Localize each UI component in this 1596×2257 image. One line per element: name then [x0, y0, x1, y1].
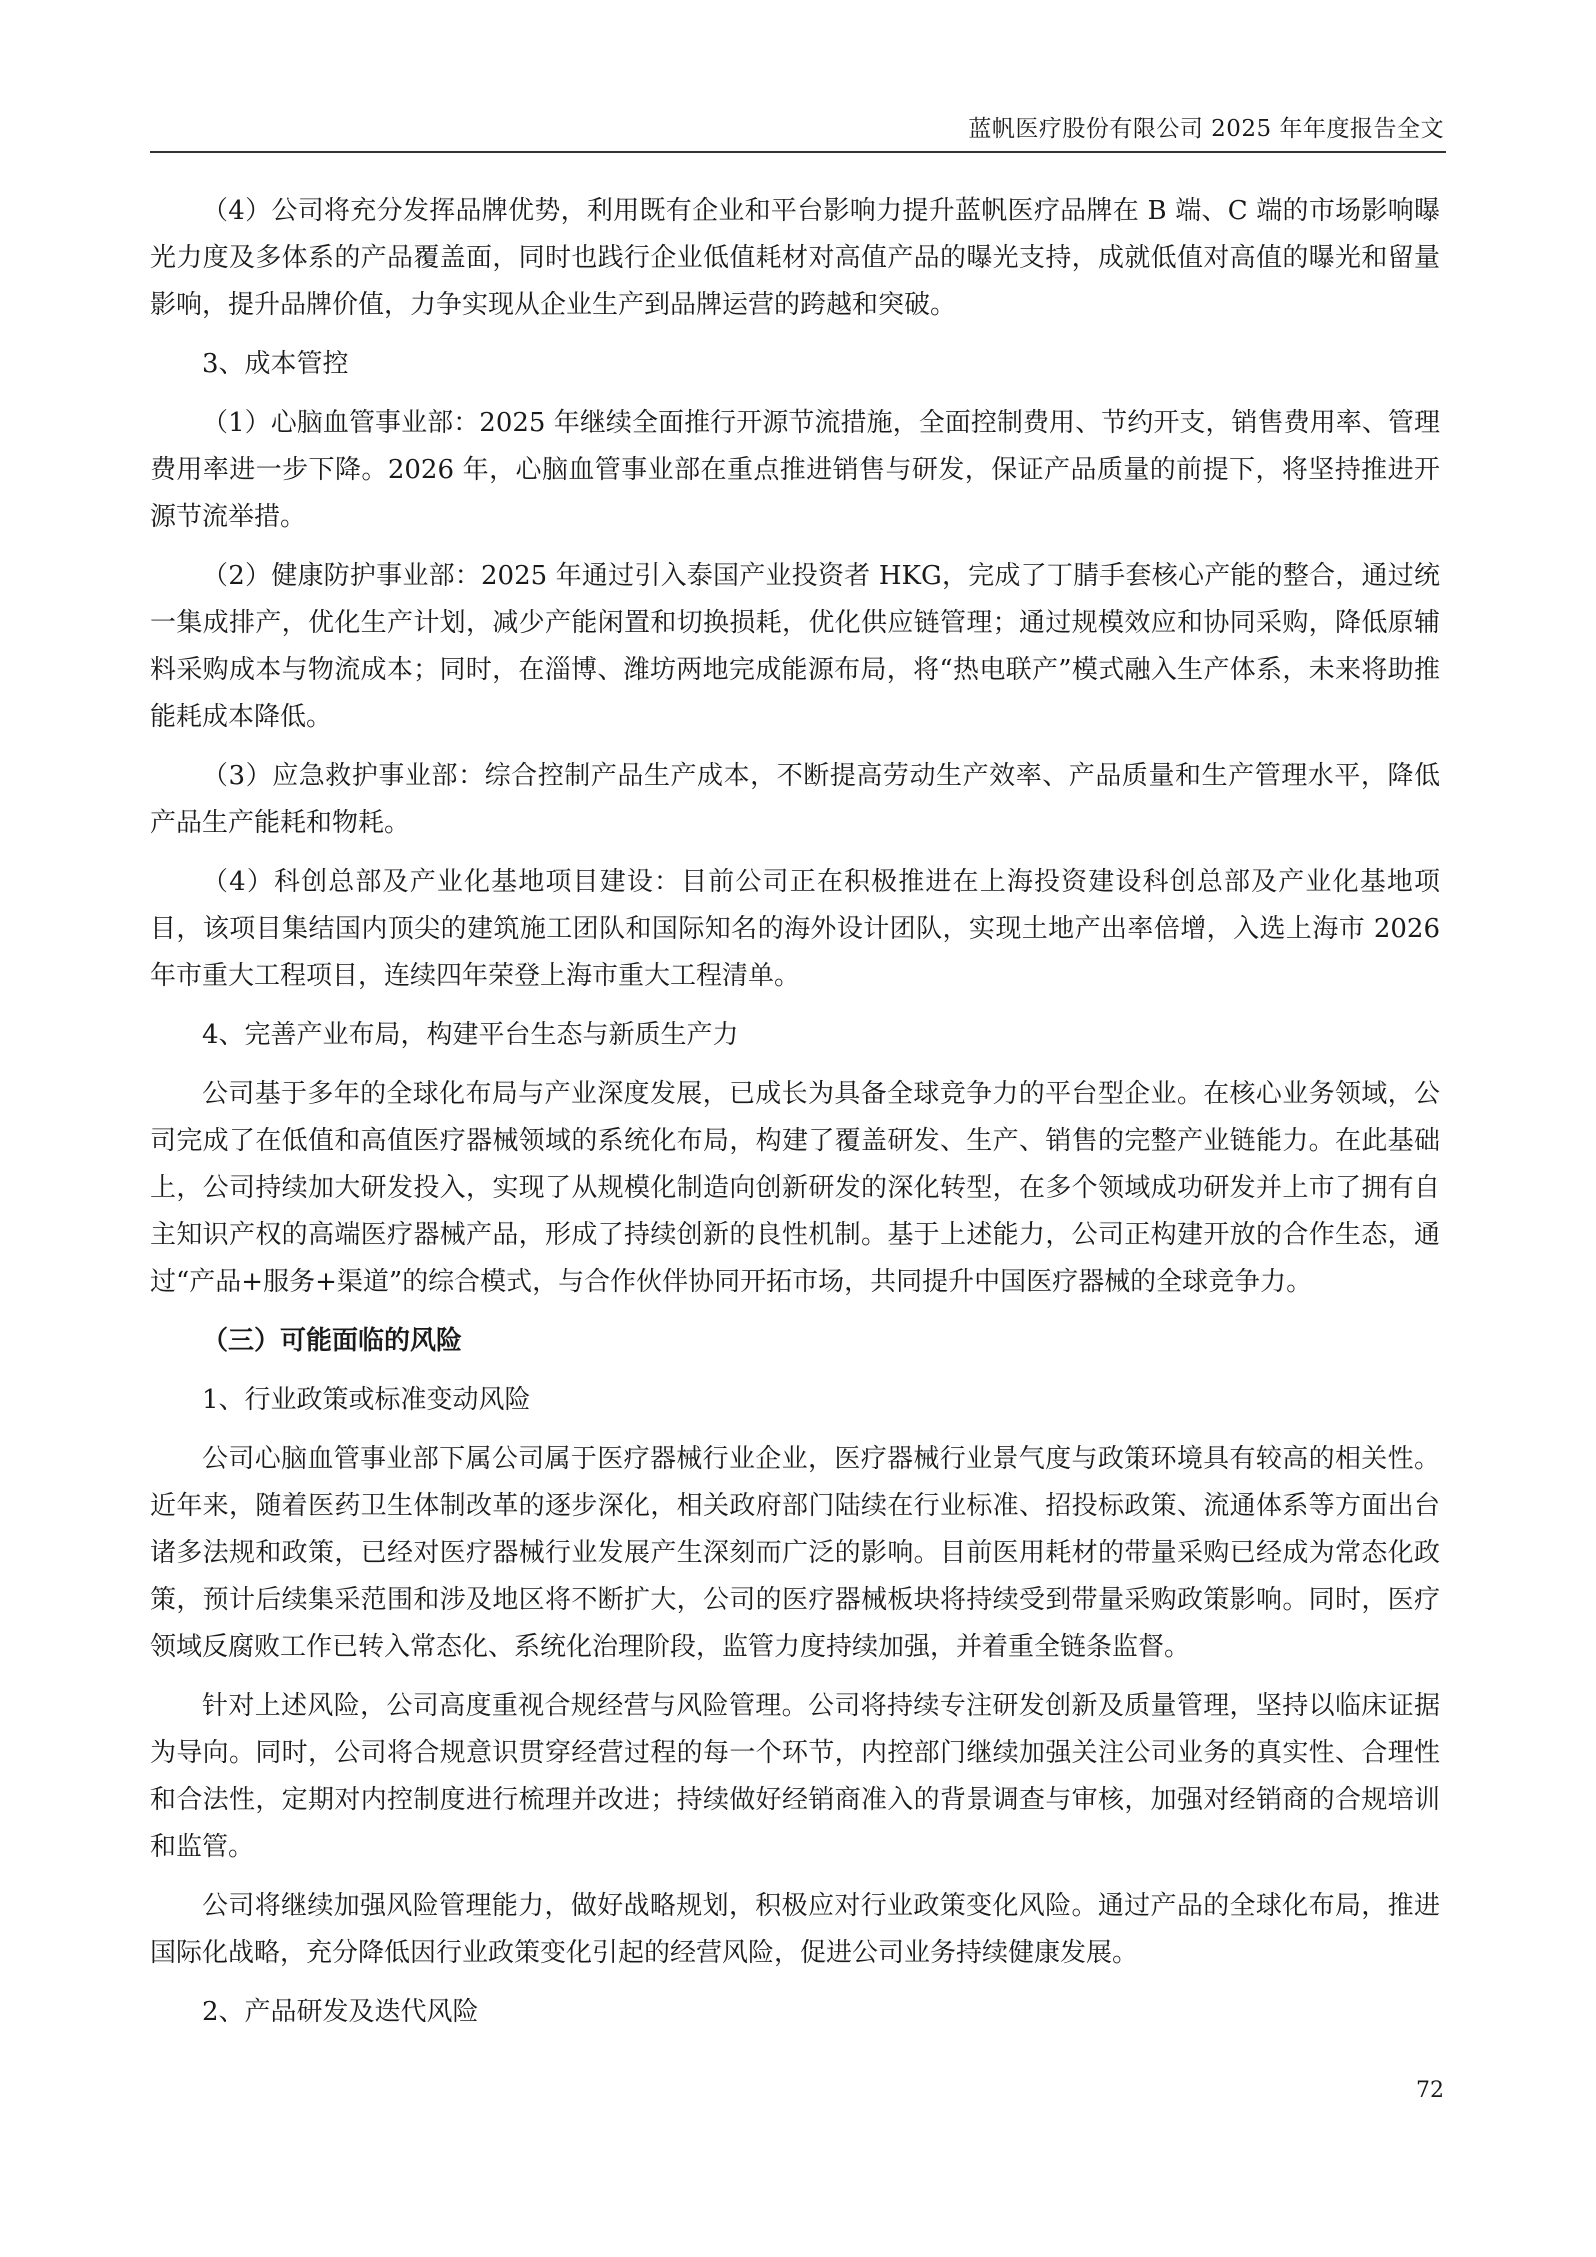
page-number: 72: [1416, 2078, 1444, 2103]
section-heading-industry-layout: 4、完善产业布局，构建平台生态与新质生产力: [202, 1020, 739, 1050]
header-divider: [150, 151, 1446, 153]
section-heading-cost-control: 3、成本管控: [202, 349, 349, 379]
running-header: 蓝帆医疗股份有限公司 2025 年年度报告全文: [968, 116, 1444, 142]
paragraph-policy-risk-description: 公司心脑血管事业部下属公司属于医疗器械行业企业，医疗器械行业景气度与政策环境具有较高的相关性。近年来，随着医药卫生体制改革的逐步深化，相关政府部门陆续在行业标准、招投标政策、流通体系等方面出台诸多法规和政策，已经对医疗器械行业发展产生深刻而广泛的影响。目前医用耗材的带量采购已经成为常态化政策，预计后续集采范围和涉及地区将不断扩大，公司的医疗器械板块将持续受到带量采购政策影响。同时，医疗领域反腐败工作已转入常态化、系统化治理阶段，监管力度持续加强，并着重全链条监督。: [150, 1444, 1440, 1662]
paragraph-cardio-division: （1）心脑血管事业部：2025 年继续全面推行开源节流措施，全面控制费用、节约开支，销售费用率、管理费用率进一步下降。2026 年，心脑血管事业部在重点推进销售与研发，保证产品质量的前提下，将坚持推进开源节流举措。: [150, 408, 1440, 532]
subheading-rd-risk: 2、产品研发及迭代风险: [202, 1997, 479, 2027]
paragraph-health-protection-division: （2）健康防护事业部：2025 年通过引入泰国产业投资者 HKG，完成了丁腈手套核心产能的整合，通过统一集成排产，优化生产计划，减少产能闲置和切换损耗，优化供应链管理；通过规模效应和协同采购，降低原辅料采购成本与物流成本；同时，在淄博、潍坊两地完成能源布局，将“热电联产”模式融入生产体系，未来将助推能耗成本降低。: [150, 561, 1440, 732]
paragraph-compliance-response: 针对上述风险，公司高度重视合规经营与风险管理。公司将持续专注研发创新及质量管理，坚持以临床证据为导向。同时，公司将合规意识贯穿经营过程的每一个环节，内控部门继续加强关注公司业务的真实性、合理性和合法性，定期对内控制度进行梳理并改进；持续做好经销商准入的背景调查与审核，加强对经销商的合规培训和监管。: [150, 1691, 1440, 1862]
body-content: [150, 188, 1440, 2048]
paragraph-brand-strategy: （4）公司将充分发挥品牌优势，利用既有企业和平台影响力提升蓝帆医疗品牌在 B 端、C 端的市场影响曝光力度及多体系的产品覆盖面，同时也践行企业低值耗材对高值产品的曝光支持，成就低值对高值的曝光和留量影响，提升品牌价值，力争实现从企业生产到品牌运营的跨越和突破。: [150, 196, 1440, 320]
paragraph-risk-management: 公司将继续加强风险管理能力，做好战略规划，积极应对行业政策变化风险。通过产品的全球化布局，推进国际化战略，充分降低因行业政策变化引起的经营风险，促进公司业务持续健康发展。: [150, 1891, 1440, 1968]
paragraph-platform-ecosystem: 公司基于多年的全球化布局与产业深度发展，已成长为具备全球竞争力的平台型企业。在核心业务领域，公司完成了在低值和高值医疗器械领域的系统化布局，构建了覆盖研发、生产、销售的完整产业链能力。在此基础上，公司持续加大研发投入，实现了从规模化制造向创新研发的深化转型，在多个领域成功研发并上市了拥有自主知识产权的高端医疗器械产品，形成了持续创新的良性机制。基于上述能力，公司正构建开放的合作生态，通过“产品+服务+渠道”的综合模式，与合作伙伴协同开拓市场，共同提升中国医疗器械的全球竞争力。: [150, 1079, 1440, 1297]
paragraph-emergency-division: （3）应急救护事业部：综合控制产品生产成本，不断提高劳动生产效率、产品质量和生产管理水平，降低产品生产能耗和物耗。: [150, 761, 1440, 838]
subheading-policy-risk: 1、行业政策或标准变动风险: [202, 1385, 531, 1415]
section-heading-risks: （三）可能面临的风险: [202, 1326, 463, 1356]
paragraph-innovation-hq-project: （4）科创总部及产业化基地项目建设：目前公司正在积极推进在上海投资建设科创总部及产业化基地项目，该项目集结国内顶尖的建筑施工团队和国际知名的海外设计团队，实现土地产出率倍增，入选上海市 2026 年市重大工程项目，连续四年荣登上海市重大工程清单。: [150, 867, 1440, 991]
